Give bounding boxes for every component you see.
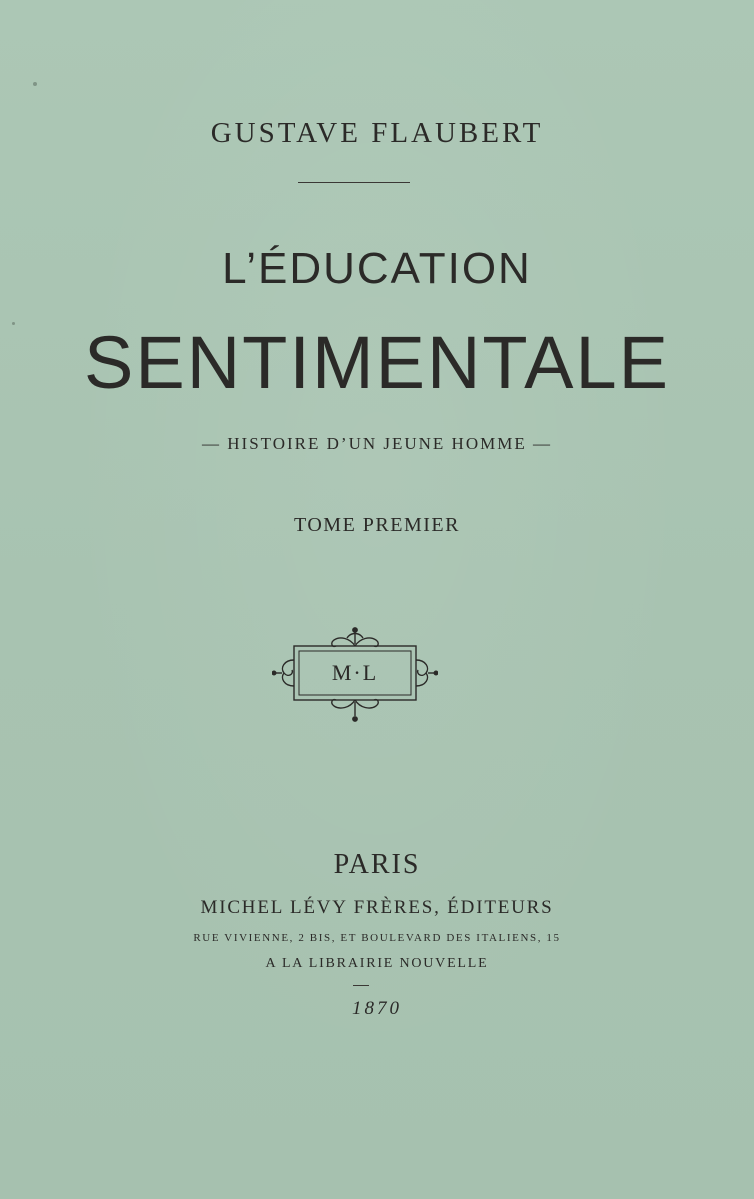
divider-rule xyxy=(298,182,410,183)
title-line-1: L’ÉDUCATION xyxy=(222,244,532,293)
volume-label: TOME PREMIER xyxy=(294,514,460,536)
author-name: GUSTAVE FLAUBERT xyxy=(210,117,544,149)
publication-city: PARIS xyxy=(333,849,421,880)
publisher-initials: M·L xyxy=(331,660,379,685)
paper-speck xyxy=(33,82,37,86)
bookshop-line: A LA LIBRAIRIE NOUVELLE xyxy=(265,956,489,971)
subtitle: — HISTOIRE D’UN JEUNE HOMME — xyxy=(202,434,552,453)
publisher-mark xyxy=(272,622,438,726)
small-divider xyxy=(353,985,369,986)
publisher-name: MICHEL LÉVY FRÈRES, ÉDITEURS xyxy=(200,897,554,918)
title-line-2: SENTIMENTALE xyxy=(84,321,670,404)
publication-year: 1870 xyxy=(352,998,402,1019)
publisher-address: RUE VIVIENNE, 2 BIS, ET BOULEVARD DES ITALIENS, 15 xyxy=(193,932,561,944)
